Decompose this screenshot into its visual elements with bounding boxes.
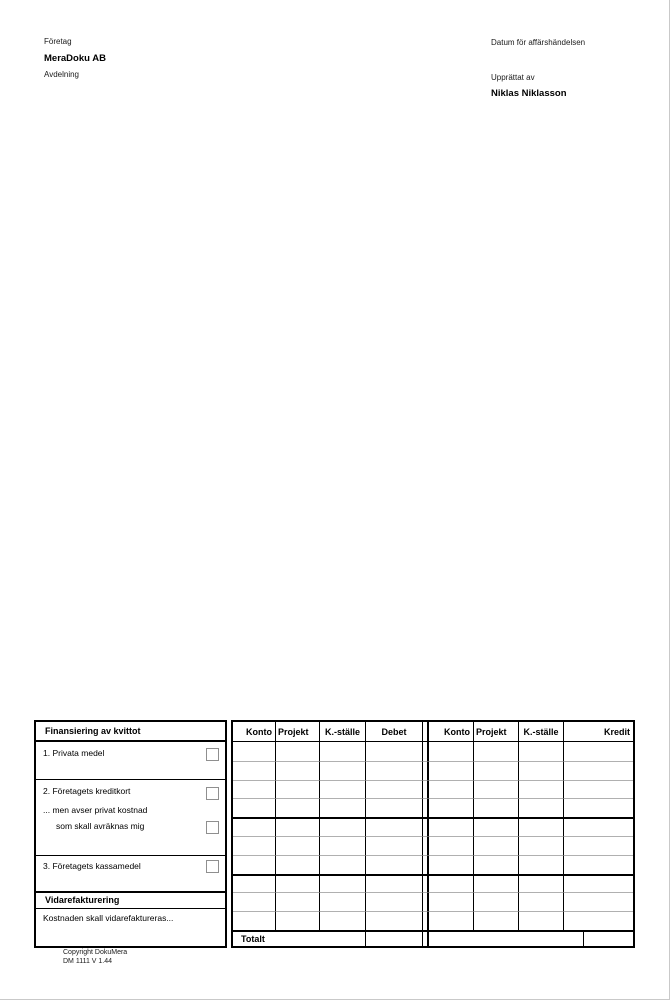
grid-cell — [275, 817, 319, 836]
checkbox-company-cash[interactable] — [206, 860, 219, 873]
total-debet-cell — [365, 932, 422, 946]
grid-cell — [365, 874, 422, 893]
rebilling-title: Vidarefakturering — [36, 893, 225, 909]
grid-cell — [428, 761, 473, 780]
grid-header-kstalle-debit: K.-ställe — [319, 722, 365, 742]
grid-cell — [275, 874, 319, 893]
grid-cell — [319, 836, 365, 855]
grid-cell — [365, 742, 422, 761]
grid-header-konto-credit: Konto — [428, 722, 473, 742]
grid-cell — [518, 874, 563, 893]
grid-cell — [275, 742, 319, 761]
grid-cell — [233, 761, 275, 780]
rebilling-text: Kostnaden skall vidarefaktureras... — [43, 913, 174, 923]
grid-cell — [473, 855, 518, 874]
grid-cell — [473, 798, 518, 817]
grid-cell — [473, 742, 518, 761]
grid-cell — [319, 742, 365, 761]
grid-cell — [518, 911, 563, 930]
financing-option-private-funds — [36, 742, 225, 780]
grid-cell — [428, 817, 473, 836]
option-label: ... men avser privat kostnad — [43, 805, 148, 815]
grid-cell — [563, 798, 633, 817]
grid-cell — [518, 855, 563, 874]
financing-panel — [34, 720, 227, 948]
option-label: 3. Företagets kassamedel — [43, 861, 141, 871]
grid-cell — [365, 798, 422, 817]
grid-cell — [473, 836, 518, 855]
grid-cell — [275, 761, 319, 780]
checkbox-company-card[interactable] — [206, 787, 219, 800]
department-label: Avdelning — [44, 70, 79, 79]
grid-cell — [233, 874, 275, 893]
grid-cell — [275, 780, 319, 799]
checkbox-settle-with-me[interactable] — [206, 821, 219, 834]
preparer-name: Niklas Niklasson — [491, 88, 567, 99]
grid-cell — [473, 874, 518, 893]
total-label: Totalt — [241, 934, 265, 944]
grid-cell — [275, 911, 319, 930]
financing-option-company-card — [36, 780, 225, 856]
grid-cell — [233, 892, 275, 911]
grid-cell — [233, 836, 275, 855]
grid-cell — [319, 855, 365, 874]
checkbox-private-funds[interactable] — [206, 748, 219, 761]
total-kredit-cell — [583, 932, 633, 946]
grid-cell — [365, 780, 422, 799]
grid-cell — [518, 780, 563, 799]
grid-header-projekt-credit: Projekt — [473, 722, 518, 742]
grid-cell — [428, 874, 473, 893]
grid-cell — [365, 761, 422, 780]
grid-cell — [518, 892, 563, 911]
preparer-label: Upprättat av — [491, 73, 535, 82]
grid-cell — [518, 836, 563, 855]
grid-cell — [233, 817, 275, 836]
grid-cell — [518, 742, 563, 761]
grid-cell — [233, 780, 275, 799]
grid-cell — [563, 780, 633, 799]
option-label: som skall avräknas mig — [56, 821, 145, 831]
grid-cell — [275, 836, 319, 855]
date-label: Datum för affärshändelsen — [491, 38, 586, 47]
grid-cell — [473, 911, 518, 930]
grid-cell — [428, 780, 473, 799]
grid-cell — [518, 761, 563, 780]
grid-cell — [563, 761, 633, 780]
grid-cell — [518, 817, 563, 836]
grid-cell — [428, 742, 473, 761]
grid-cell — [233, 855, 275, 874]
option-label: 2. Företagets kreditkort — [43, 786, 131, 796]
grid-cell — [319, 798, 365, 817]
grid-cell — [428, 855, 473, 874]
total-merged-cell — [428, 932, 583, 946]
grid-cell — [275, 892, 319, 911]
grid-cell — [319, 874, 365, 893]
grid-cell — [233, 911, 275, 930]
grid-cell — [473, 780, 518, 799]
grid-cell — [275, 798, 319, 817]
grid-cell — [365, 855, 422, 874]
grid-cell — [233, 742, 275, 761]
grid-cell — [319, 911, 365, 930]
grid-cell — [365, 836, 422, 855]
grid-cell — [428, 798, 473, 817]
option-label: 1. Privata medel — [43, 748, 105, 758]
grid-cell — [319, 780, 365, 799]
grid-cell — [319, 817, 365, 836]
grid-cell — [233, 798, 275, 817]
financing-option-company-cash — [36, 856, 225, 893]
grid-cell — [563, 892, 633, 911]
total-row — [231, 930, 635, 948]
grid-cell — [563, 817, 633, 836]
company-label: Företag — [44, 37, 72, 46]
grid-cell — [473, 817, 518, 836]
grid-cell — [365, 911, 422, 930]
financing-title: Finansiering av kvittot — [36, 722, 225, 742]
grid-cell — [473, 892, 518, 911]
copyright-line1: Copyright DokuMera — [63, 949, 128, 956]
company-name: MeraDoku AB — [44, 53, 106, 64]
grid-header-konto-debit: Konto — [233, 722, 275, 742]
grid-header-projekt-debit: Projekt — [275, 722, 319, 742]
grid-cell — [428, 892, 473, 911]
copyright-line2: DM 1111 V 1.44 — [63, 957, 113, 965]
accounting-grid — [231, 720, 635, 930]
grid-cell — [518, 798, 563, 817]
grid-header-kredit: Kredit — [563, 722, 633, 742]
grid-cell — [563, 874, 633, 893]
copyright — [63, 949, 127, 966]
grid-cell — [319, 761, 365, 780]
grid-cell — [365, 892, 422, 911]
grid-cell — [563, 836, 633, 855]
grid-cell — [319, 892, 365, 911]
grid-cell — [428, 836, 473, 855]
grid-cell — [473, 761, 518, 780]
grid-cell — [275, 855, 319, 874]
grid-header-debet: Debet — [365, 722, 422, 742]
grid-cell — [563, 855, 633, 874]
grid-cell — [428, 911, 473, 930]
grid-cell — [365, 817, 422, 836]
grid-cell — [563, 742, 633, 761]
grid-header-kstalle-credit: K.-ställe — [518, 722, 563, 742]
grid-cell — [563, 911, 633, 930]
